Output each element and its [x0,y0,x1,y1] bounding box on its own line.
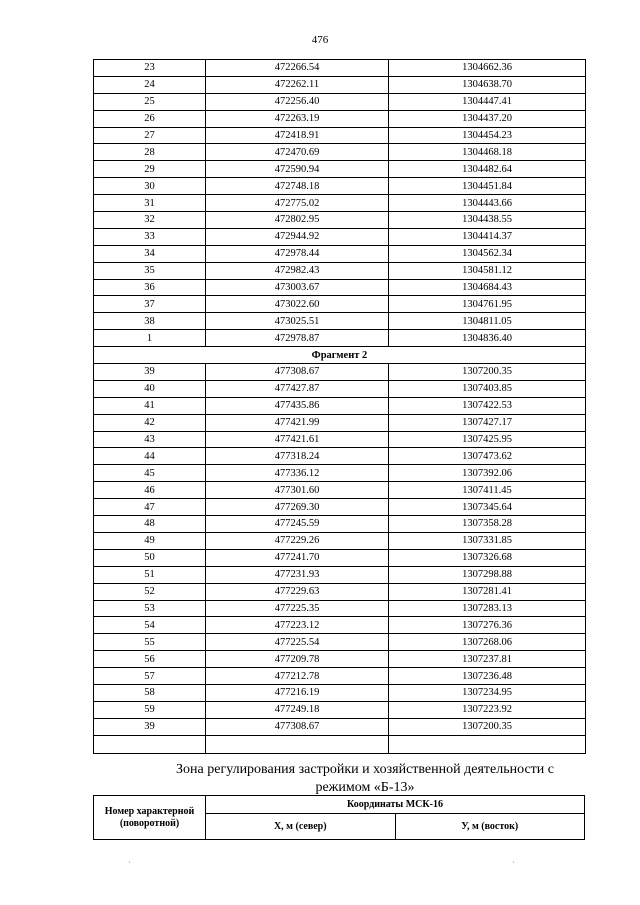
table-row [94,516,586,533]
point-number-cell: 43 [94,431,206,448]
y-coordinate-cell: 1307283.13 [389,600,586,617]
point-number-header: Номер характерной (поворотной) [94,796,206,840]
point-number-cell: 1 [94,330,206,347]
fragment-2-rows [94,364,586,736]
x-coordinate-cell: 473022.60 [206,296,389,313]
y-coordinate-cell: 1307473.62 [389,448,586,465]
x-coordinate-cell: 477225.35 [206,600,389,617]
y-coordinate-cell: 1307392.06 [389,465,586,482]
blank-cell [94,735,206,753]
point-number-cell: 33 [94,228,206,245]
point-number-cell: 55 [94,634,206,651]
x-coordinate-cell: 477318.24 [206,448,389,465]
point-number-cell: 57 [94,668,206,685]
table-row [94,195,586,212]
x-coordinate-cell: 477229.63 [206,583,389,600]
y-coordinate-cell: 1307298.88 [389,566,586,583]
y-column-header: У, м (восток) [395,814,585,840]
y-coordinate-cell: 1307268.06 [389,634,586,651]
point-number-cell: 27 [94,127,206,144]
blank-cell [389,735,586,753]
y-coordinate-cell: 1304638.70 [389,76,586,93]
table-row [94,600,586,617]
point-number-cell: 54 [94,617,206,634]
point-number-cell: 50 [94,549,206,566]
point-number-cell: 52 [94,583,206,600]
x-coordinate-cell: 472256.40 [206,93,389,110]
table-row [94,482,586,499]
y-coordinate-cell: 1307234.95 [389,684,586,701]
y-coordinate-cell: 1307331.85 [389,532,586,549]
point-number-cell: 59 [94,701,206,718]
x-coordinate-cell: 472944.92 [206,228,389,245]
x-coordinate-cell: 472775.02 [206,195,389,212]
y-coordinate-cell: 1307236.48 [389,668,586,685]
point-number-cell: 37 [94,296,206,313]
point-number-cell: 35 [94,262,206,279]
x-coordinate-cell: 477212.78 [206,668,389,685]
y-coordinate-cell: 1304454.23 [389,127,586,144]
x-coordinate-cell: 472470.69 [206,144,389,161]
table-row [94,701,586,718]
table-row [94,448,586,465]
y-coordinate-cell: 1307411.45 [389,482,586,499]
point-number-cell: 53 [94,600,206,617]
table-row [94,397,586,414]
table-row [94,228,586,245]
table-row [94,668,586,685]
x-coordinate-cell: 477223.12 [206,617,389,634]
point-number-cell: 24 [94,76,206,93]
table-row [94,431,586,448]
x-coordinate-cell: 472978.44 [206,245,389,262]
point-number-cell: 36 [94,279,206,296]
table-row [94,93,586,110]
x-coordinate-cell: 472748.18 [206,178,389,195]
y-coordinate-cell: 1307276.36 [389,617,586,634]
table-row [94,127,586,144]
table-row [94,617,586,634]
x-coordinate-cell: 477269.30 [206,499,389,516]
table-row [94,583,586,600]
point-number-cell: 32 [94,212,206,229]
y-coordinate-cell: 1307281.41 [389,583,586,600]
y-coordinate-cell: 1304662.36 [389,60,586,77]
point-number-cell: 39 [94,718,206,735]
y-coordinate-cell: 1307237.81 [389,651,586,668]
blank-row [94,735,586,753]
y-coordinate-cell: 1307200.35 [389,718,586,735]
table-row [94,532,586,549]
point-number-cell: 41 [94,397,206,414]
x-coordinate-cell: 477241.70 [206,549,389,566]
y-coordinate-cell: 1307358.28 [389,516,586,533]
y-coordinate-cell: 1307345.64 [389,499,586,516]
y-coordinate-cell: 1304482.64 [389,161,586,178]
blank-cell [206,735,389,753]
table-row [94,110,586,127]
fragment-heading-row [94,347,586,364]
table-row [94,634,586,651]
blank-row-group [94,735,586,753]
point-number-cell: 30 [94,178,206,195]
x-coordinate-cell: 477308.67 [206,718,389,735]
y-coordinate-cell: 1307326.68 [389,549,586,566]
y-coordinate-cell: 1304437.20 [389,110,586,127]
x-coordinate-cell: 477435.86 [206,397,389,414]
table-row [94,651,586,668]
table-row [94,178,586,195]
point-number-cell: 39 [94,364,206,381]
x-coordinate-cell: 477427.87 [206,380,389,397]
y-coordinate-cell: 1304443.66 [389,195,586,212]
x-coordinate-cell: 477245.59 [206,516,389,533]
table-row [94,684,586,701]
table-row [94,76,586,93]
x-coordinate-cell: 477225.54 [206,634,389,651]
y-coordinate-cell: 1304562.34 [389,245,586,262]
point-number-cell: 42 [94,414,206,431]
table-row [94,296,586,313]
table-row [94,262,586,279]
point-number-cell: 23 [94,60,206,77]
point-number-cell: 26 [94,110,206,127]
point-number-cell: 40 [94,380,206,397]
table-row [94,212,586,229]
point-number-cell: 47 [94,499,206,516]
x-coordinate-cell: 477421.99 [206,414,389,431]
y-coordinate-cell: 1307422.53 [389,397,586,414]
y-coordinate-cell: 1304451.84 [389,178,586,195]
point-number-cell: 49 [94,532,206,549]
table-row [94,414,586,431]
table-row [94,313,586,330]
table-row [94,364,586,381]
fragment-1-rows [94,60,586,347]
point-number-cell: 56 [94,651,206,668]
point-number-cell: 28 [94,144,206,161]
table-row [94,161,586,178]
coordinates-header-table [93,795,585,840]
point-number-cell: 25 [94,93,206,110]
point-number-cell: 34 [94,245,206,262]
x-coordinate-cell: 477231.93 [206,566,389,583]
point-number-cell: 45 [94,465,206,482]
point-number-cell: 48 [94,516,206,533]
x-column-header: Х, м (север) [206,814,396,840]
table-row [94,144,586,161]
y-coordinate-cell: 1307200.35 [389,364,586,381]
y-coordinate-cell: 1304761.95 [389,296,586,313]
y-coordinate-cell: 1304447.41 [389,93,586,110]
table-row [94,380,586,397]
point-number-cell: 58 [94,684,206,701]
x-coordinate-cell: 477229.26 [206,532,389,549]
x-coordinate-cell: 472418.91 [206,127,389,144]
y-coordinate-cell: 1304836.40 [389,330,586,347]
zone-title: Зона регулирования застройки и хозяйственной деятельности с режимом «Б-13» [176,762,554,795]
header-row-top [94,796,585,814]
x-coordinate-cell: 477421.61 [206,431,389,448]
table-row [94,60,586,77]
point-number-cell: 51 [94,566,206,583]
x-coordinate-cell: 477249.18 [206,701,389,718]
point-number-cell: 38 [94,313,206,330]
x-coordinate-cell: 477336.12 [206,465,389,482]
scan-speck: · [128,858,131,867]
coords-group-header: Координаты МСК-16 [206,796,585,814]
table-row [94,499,586,516]
x-coordinate-cell: 473025.51 [206,313,389,330]
x-coordinate-cell: 477216.19 [206,684,389,701]
y-coordinate-cell: 1307427.17 [389,414,586,431]
fragment-heading: Фрагмент 2 [94,347,586,364]
y-coordinate-cell: 1304581.12 [389,262,586,279]
x-coordinate-cell: 477209.78 [206,651,389,668]
x-coordinate-cell: 472982.43 [206,262,389,279]
y-coordinate-cell: 1304414.37 [389,228,586,245]
y-coordinate-cell: 1304438.55 [389,212,586,229]
y-coordinate-cell: 1307425.95 [389,431,586,448]
point-number-cell: 46 [94,482,206,499]
table-row [94,718,586,735]
y-coordinate-cell: 1307223.92 [389,701,586,718]
table-row [94,330,586,347]
x-coordinate-cell: 472590.94 [206,161,389,178]
table-row [94,549,586,566]
point-number-cell: 31 [94,195,206,212]
point-number-cell: 44 [94,448,206,465]
x-coordinate-cell: 477308.67 [206,364,389,381]
y-coordinate-cell: 1304468.18 [389,144,586,161]
coordinates-table [93,59,586,754]
x-coordinate-cell: 477301.60 [206,482,389,499]
table-row [94,465,586,482]
y-coordinate-cell: 1304684.43 [389,279,586,296]
y-coordinate-cell: 1307403.85 [389,380,586,397]
page-number: 476 [311,34,329,46]
table-row [94,566,586,583]
x-coordinate-cell: 473003.67 [206,279,389,296]
x-coordinate-cell: 472262.11 [206,76,389,93]
scan-speck: · [512,858,515,867]
x-coordinate-cell: 472802.95 [206,212,389,229]
x-coordinate-cell: 472263.19 [206,110,389,127]
table-row [94,279,586,296]
table-row [94,245,586,262]
point-number-cell: 29 [94,161,206,178]
x-coordinate-cell: 472978.87 [206,330,389,347]
y-coordinate-cell: 1304811.05 [389,313,586,330]
fragment-2-heading-group [94,347,586,364]
x-coordinate-cell: 472266.54 [206,60,389,77]
